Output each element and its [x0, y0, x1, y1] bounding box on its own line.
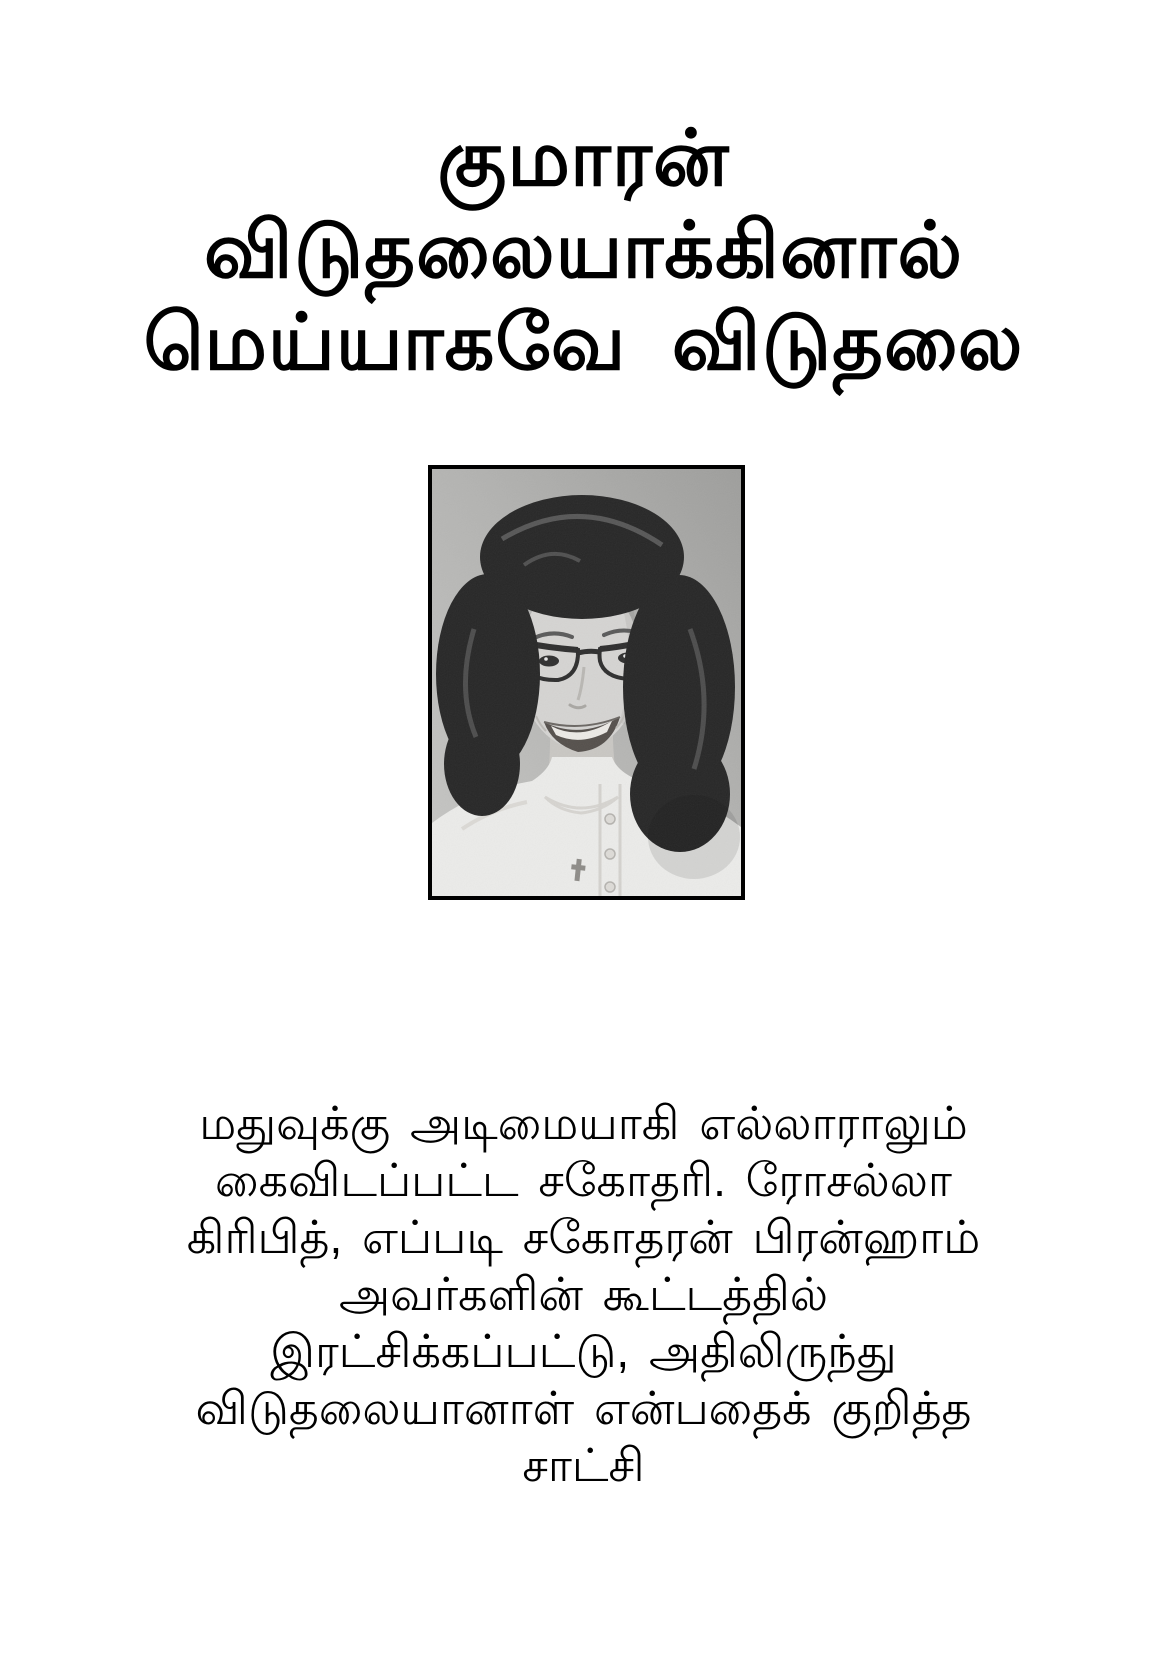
subtitle-line: விடுதலையானாள் என்பதைக் குறித்த [195, 1382, 972, 1434]
title-line-3: மெய்யாகவே விடுதலை [143, 298, 1024, 386]
title-line-1: குமாரன் [437, 114, 730, 202]
subtitle-line: கைவிடப்பட்ட சகோதரி. ரோசல்லா [215, 1154, 952, 1206]
subtitle-line: மதுவுக்கு அடிமையாகி எல்லாராலும் [199, 1097, 968, 1149]
subtitle-line: சாட்சி [522, 1439, 645, 1491]
film-grain [432, 469, 741, 896]
portrait-illustration [432, 469, 741, 896]
subtitle-line: அவர்களின் கூட்டத்தில் [338, 1268, 829, 1320]
title-line-2: விடுதலையாக்கினால் [203, 206, 964, 294]
portrait-photo [428, 465, 745, 900]
subtitle-line: கிரிபித், எப்படி சகோதரன் பிரன்ஹாம் [186, 1211, 981, 1263]
subtitle-line: இரட்சிக்கப்பட்டு, அதிலிருந்து [270, 1325, 897, 1377]
subtitle-text [70, 1095, 1097, 1494]
page-title [0, 112, 1167, 388]
